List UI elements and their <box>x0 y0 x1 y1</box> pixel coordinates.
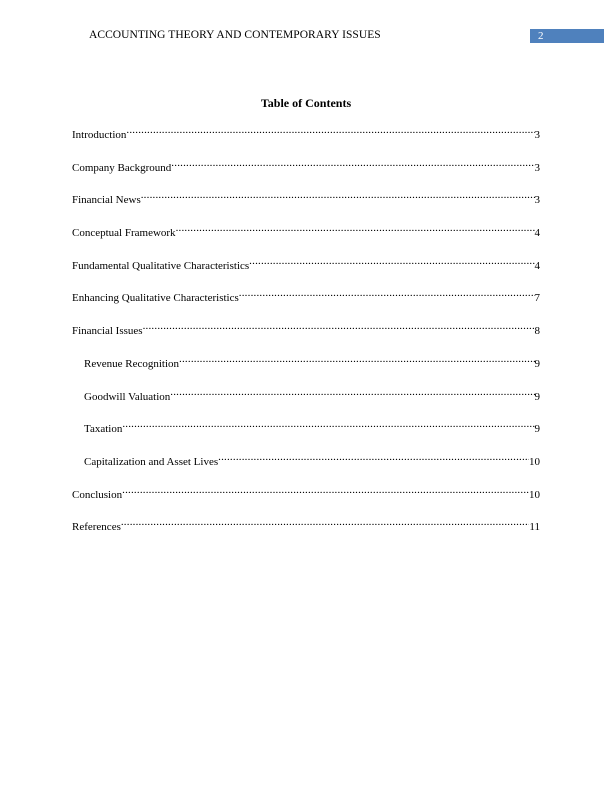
toc-entry-label: Conclusion <box>72 488 123 501</box>
toc-entry[interactable] <box>72 482 540 515</box>
toc-entry[interactable] <box>72 122 540 155</box>
page-header <box>0 0 612 50</box>
toc-entry[interactable] <box>72 514 540 547</box>
toc-entry-label: Taxation <box>84 423 123 436</box>
table-of-contents <box>72 122 540 547</box>
toc-entry-label: Capitalization and Asset Lives <box>84 455 219 468</box>
toc-entry[interactable] <box>72 318 540 351</box>
toc-entry[interactable] <box>72 155 540 188</box>
toc-subentry[interactable] <box>72 416 540 449</box>
toc-entry-page: 11 <box>529 521 540 534</box>
toc-entry-page: 7 <box>534 292 540 305</box>
toc-entry-page: 4 <box>534 227 540 240</box>
toc-entry[interactable] <box>72 253 540 286</box>
toc-entry[interactable] <box>72 220 540 253</box>
toc-subentry[interactable] <box>72 449 540 482</box>
toc-entry-page: 3 <box>534 194 540 207</box>
toc-entry[interactable] <box>72 187 540 220</box>
toc-entry-label: Goodwill Valuation <box>84 390 171 403</box>
toc-entry-page: 10 <box>529 488 540 501</box>
toc-entry-page: 3 <box>534 129 540 141</box>
dot-leader <box>170 384 534 400</box>
toc-entry-label: Introduction <box>72 129 127 141</box>
page-number-badge <box>530 29 604 43</box>
toc-entry[interactable] <box>72 285 540 318</box>
toc-entry-label: Company Background <box>72 161 172 174</box>
dot-leader <box>143 318 535 334</box>
toc-entry-page: 3 <box>534 161 540 174</box>
dot-leader <box>126 122 534 138</box>
toc-heading: Table of Contents <box>260 96 352 110</box>
toc-entry-label: Fundamental Qualitative Characteristics <box>72 259 250 272</box>
dot-leader <box>141 187 535 203</box>
dot-leader <box>122 416 534 432</box>
toc-entry-label: Financial News <box>72 194 141 207</box>
page-number: 2 <box>538 30 544 42</box>
dot-leader <box>239 285 535 301</box>
toc-subentry[interactable] <box>72 384 540 417</box>
dot-leader <box>121 514 530 530</box>
toc-entry-page: 9 <box>534 357 540 370</box>
running-header-title: ACCOUNTING THEORY AND CONTEMPORARY ISSUES <box>89 29 381 41</box>
toc-entry-label: Revenue Recognition <box>84 357 180 370</box>
toc-subentry[interactable] <box>72 351 540 384</box>
toc-entry-label: Enhancing Qualitative Characteristics <box>72 292 239 305</box>
toc-entry-label: Financial Issues <box>72 325 143 338</box>
toc-entry-page: 8 <box>534 325 540 338</box>
dot-leader <box>122 482 529 498</box>
toc-entry-page: 10 <box>529 455 540 468</box>
toc-entry-page: 9 <box>534 390 540 403</box>
dot-leader <box>218 449 529 465</box>
toc-entry-page: 9 <box>534 423 540 436</box>
dot-leader <box>179 351 534 367</box>
toc-entry-label: Conceptual Framework <box>72 227 176 240</box>
toc-entry-page: 4 <box>534 259 540 272</box>
dot-leader <box>171 155 534 171</box>
dot-leader <box>249 253 534 269</box>
dot-leader <box>176 220 535 236</box>
toc-entry-label: References <box>72 521 121 534</box>
